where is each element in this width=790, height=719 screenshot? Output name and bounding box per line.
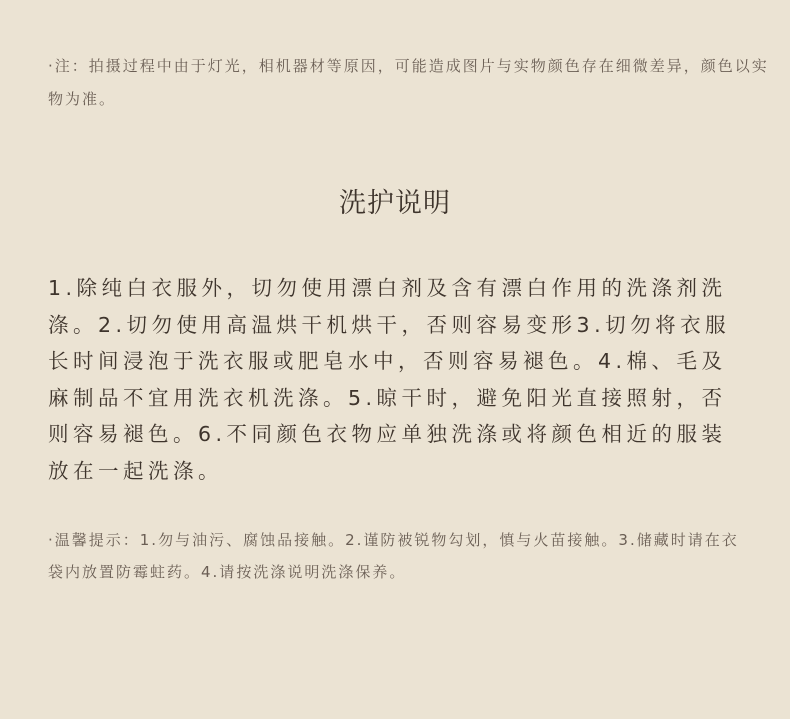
photo-color-disclaimer: ·注：拍摄过程中由于灯光，相机器材等原因，可能造成图片与实物颜色存在细微差异，颜色以实物为准。 [48,57,769,108]
warm-tips: ·温馨提示：1.勿与油污、腐蚀品接触。2.谨防被锐物勾划，慎与火苗接触。3.储藏时请在衣袋内放置防霉蛀药。4.请按洗涤说明洗涤保养。 [48,531,739,581]
care-instructions-title: 洗护说明 [339,188,451,219]
care-instructions-body: 1.除纯白衣服外，切勿使用漂白剂及含有漂白作用的洗涤剂洗涤。2.切勿使用高温烘干机烘干，否则容易变形3.切勿将衣服长时间浸泡于洗衣服或肥皂水中，否则容易褪色。4.棉、毛及麻制品不宜用洗衣机洗涤。5.晾干时，避免阳光直接照射，否则容易褪色。6.不同颜色衣物应单独洗涤或将颜色相近的服装放在一起洗涤。 [48,276,731,483]
